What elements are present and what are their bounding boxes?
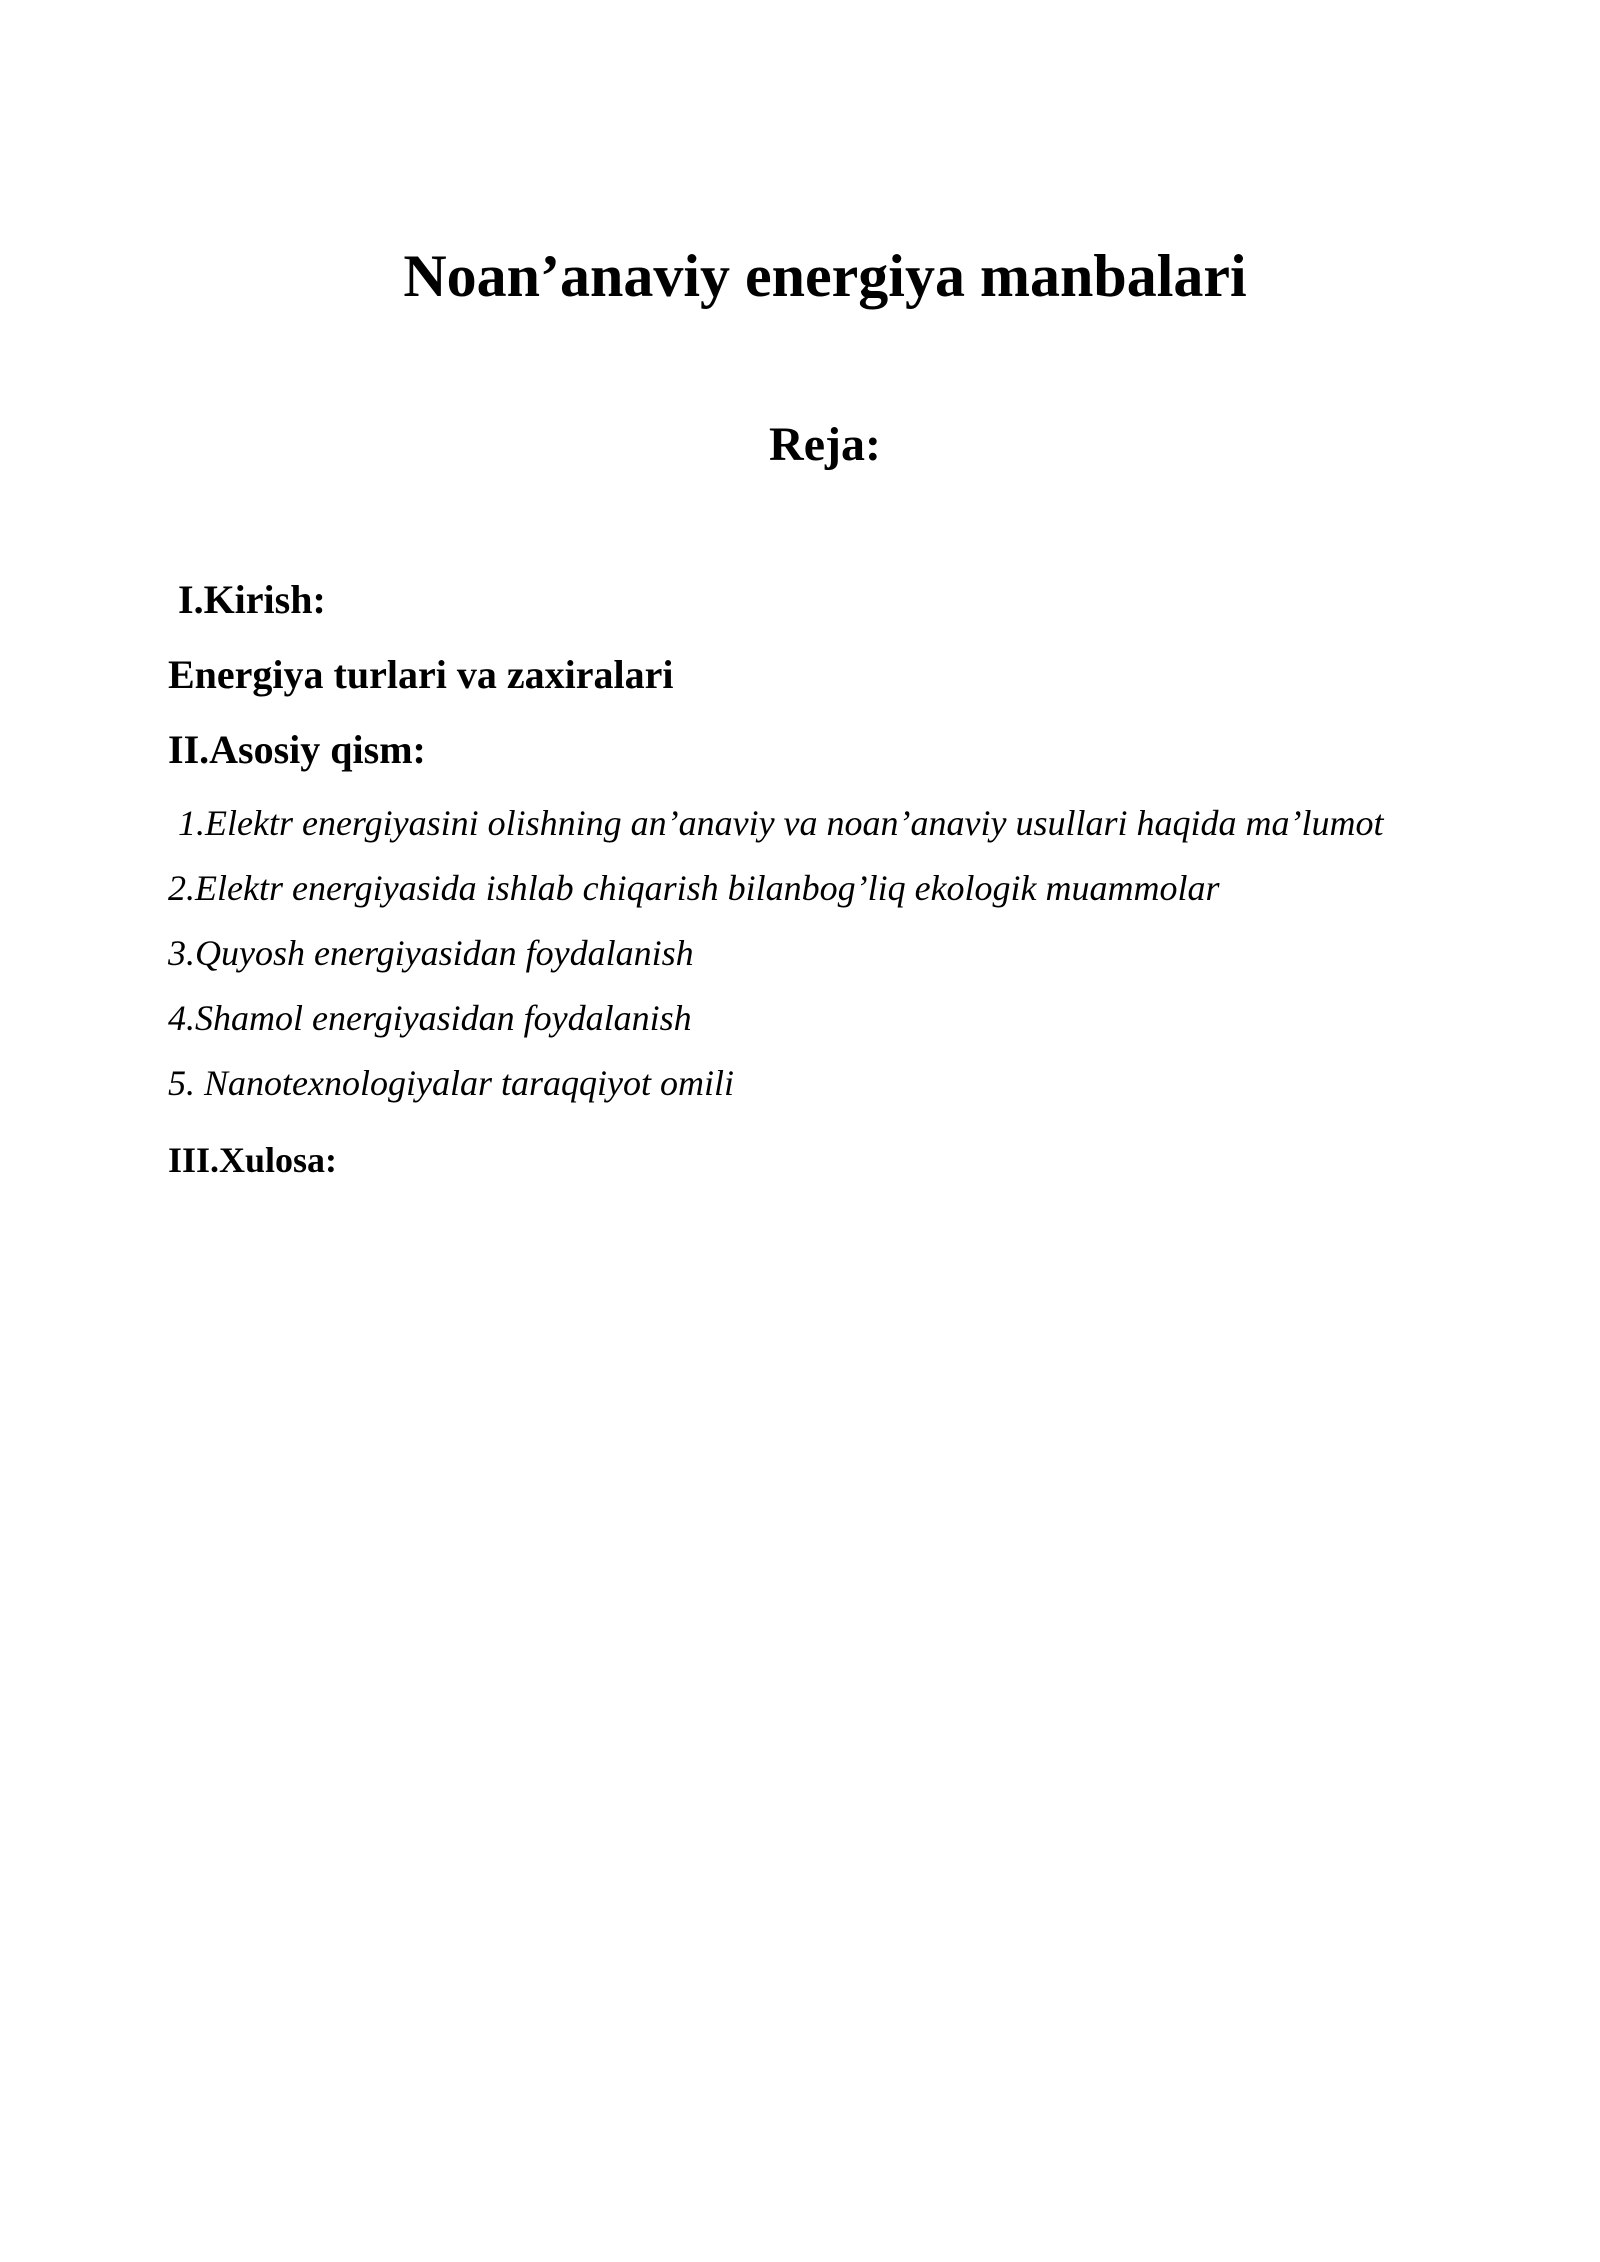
intro-heading: I.Kirish: <box>178 577 326 622</box>
main-item-5: 5. Nanotexnologiyalar taraqqiyot omili <box>168 1063 734 1103</box>
main-heading: II.Asosiy qism: <box>168 727 426 772</box>
conclusion-heading: III.Xulosa: <box>168 1140 338 1180</box>
plan-heading: Reja: <box>769 418 881 471</box>
main-item-2: 2.Elektr energiyasida ishlab chiqarish bilanbog’liq ekologik muammolar <box>168 868 1220 908</box>
main-item-4: 4.Shamol energiyasidan foydalanish <box>168 998 692 1038</box>
main-item-1: 1.Elektr energiyasini olishning an’anaviy va noan’anaviy usullari haqida ma’lumot <box>178 803 1384 843</box>
main-item-3: 3.Quyosh energiyasidan foydalanish <box>168 933 694 973</box>
document-title: Noan’anaviy energiya manbalari <box>403 243 1247 309</box>
intro-topic: Energiya turlari va zaxiralari <box>168 652 674 697</box>
